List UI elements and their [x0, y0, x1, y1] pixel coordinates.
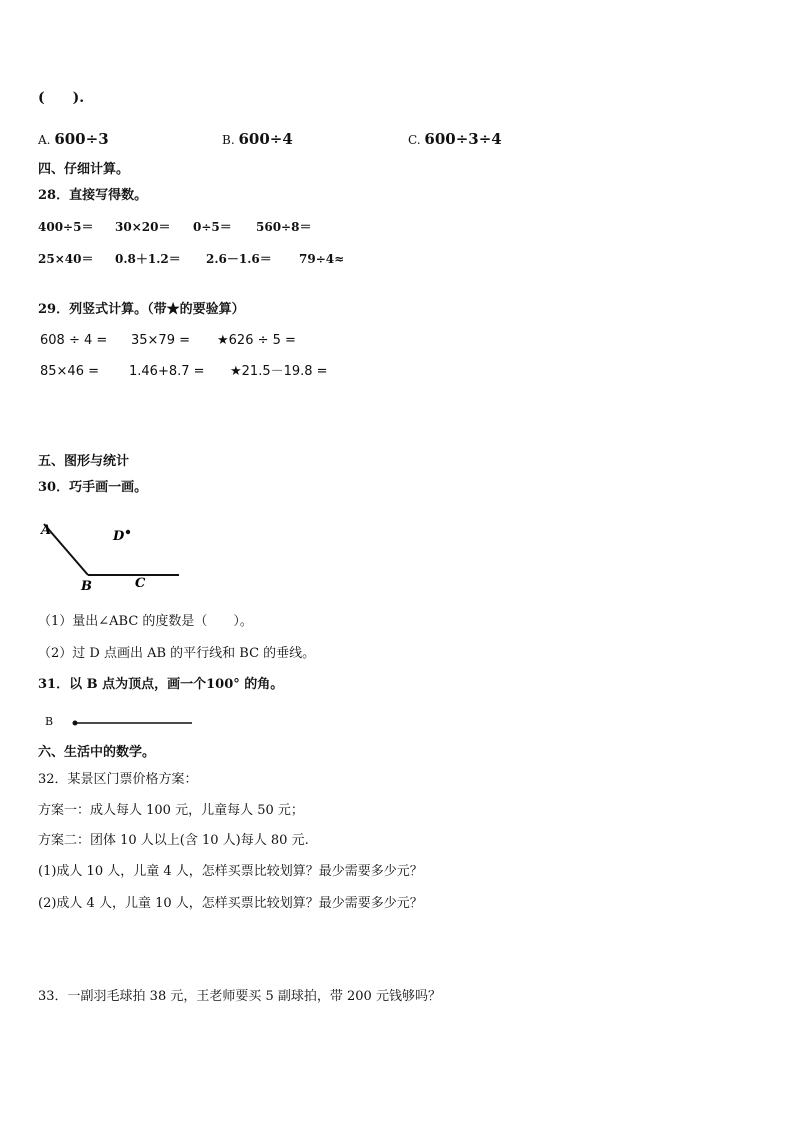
q29-item: 35×79 = — [131, 333, 191, 348]
q28-item: 2.6－1.6＝ — [206, 252, 272, 266]
q29-item: 85×46 = — [40, 364, 100, 379]
q28-item: 560÷8＝ — [256, 220, 312, 234]
q28-item: 79÷4≈ — [299, 252, 345, 266]
option-b-value: 600÷4 — [238, 130, 293, 148]
q32-title: 32．某景区门票价格方案： — [38, 772, 198, 787]
section5-title: 五、图形与统计 — [38, 454, 130, 469]
q31-title: 31．以 B 点为顶点，画一个100° 的角。 — [38, 677, 284, 692]
angle-abc-figure — [36, 512, 186, 594]
q29-item: 608 ÷ 4 = — [40, 333, 108, 348]
q28-title: 28．直接写得数。 — [38, 188, 148, 203]
q32-plan2: 方案二：团体 10 人以上(含 10 人)每人 80 元. — [38, 833, 309, 848]
q29-item: ★21.5－19.8 = — [230, 364, 328, 379]
answer-blank: ( ). — [38, 90, 85, 106]
option-b — [222, 131, 293, 148]
q30-sub1: （1）量出∠ABC 的度数是（ ）。 — [38, 614, 253, 629]
q28-item: 400÷5＝ — [38, 220, 94, 234]
option-b-label: B. — [222, 133, 235, 147]
q32-sub1: (1)成人 10 人，儿童 4 人，怎样买票比较划算？最少需要多少元？ — [38, 864, 423, 879]
q28-item: 30×20＝ — [115, 220, 171, 234]
option-a-value: 600÷3 — [54, 130, 109, 148]
point-d-dot — [126, 530, 130, 534]
point-b-label: B — [81, 579, 92, 594]
option-c-label: C. — [408, 133, 421, 147]
q28-item: 0.8＋1.2＝ — [115, 252, 181, 266]
q29-item: 1.46+8.7 = — [129, 364, 205, 379]
option-a-label: A. — [38, 133, 51, 147]
point-a-label: A — [41, 523, 52, 538]
q32-plan1: 方案一：成人每人 100 元，儿童每人 50 元； — [38, 803, 304, 818]
option-c-value: 600÷3÷4 — [424, 130, 502, 148]
q33-title: 33．一副羽毛球拍 38 元，王老师要买 5 副球拍，带 200 元钱够吗？ — [38, 989, 441, 1004]
q31-point-label: B — [45, 715, 54, 728]
section6-title: 六、生活中的数学。 — [38, 745, 156, 760]
option-a — [38, 131, 109, 148]
q28-item: 0÷5＝ — [193, 220, 232, 234]
q28-item: 25×40＝ — [38, 252, 94, 266]
q30-sub2: （2）过 D 点画出 AB 的平行线和 BC 的垂线。 — [38, 646, 316, 661]
q30-title: 30．巧手画一画。 — [38, 480, 148, 495]
q29-title: 29．列竖式计算。（带★的要验算） — [38, 302, 245, 317]
point-d-label: D — [113, 529, 125, 544]
q31-ray — [70, 716, 195, 728]
point-c-label: C — [135, 576, 146, 591]
section4-title: 四、仔细计算。 — [38, 162, 130, 177]
q29-item: ★626 ÷ 5 = — [217, 333, 296, 348]
q32-sub2: (2)成人 4 人，儿童 10 人，怎样买票比较划算？最少需要多少元？ — [38, 896, 423, 911]
option-c — [408, 131, 502, 148]
